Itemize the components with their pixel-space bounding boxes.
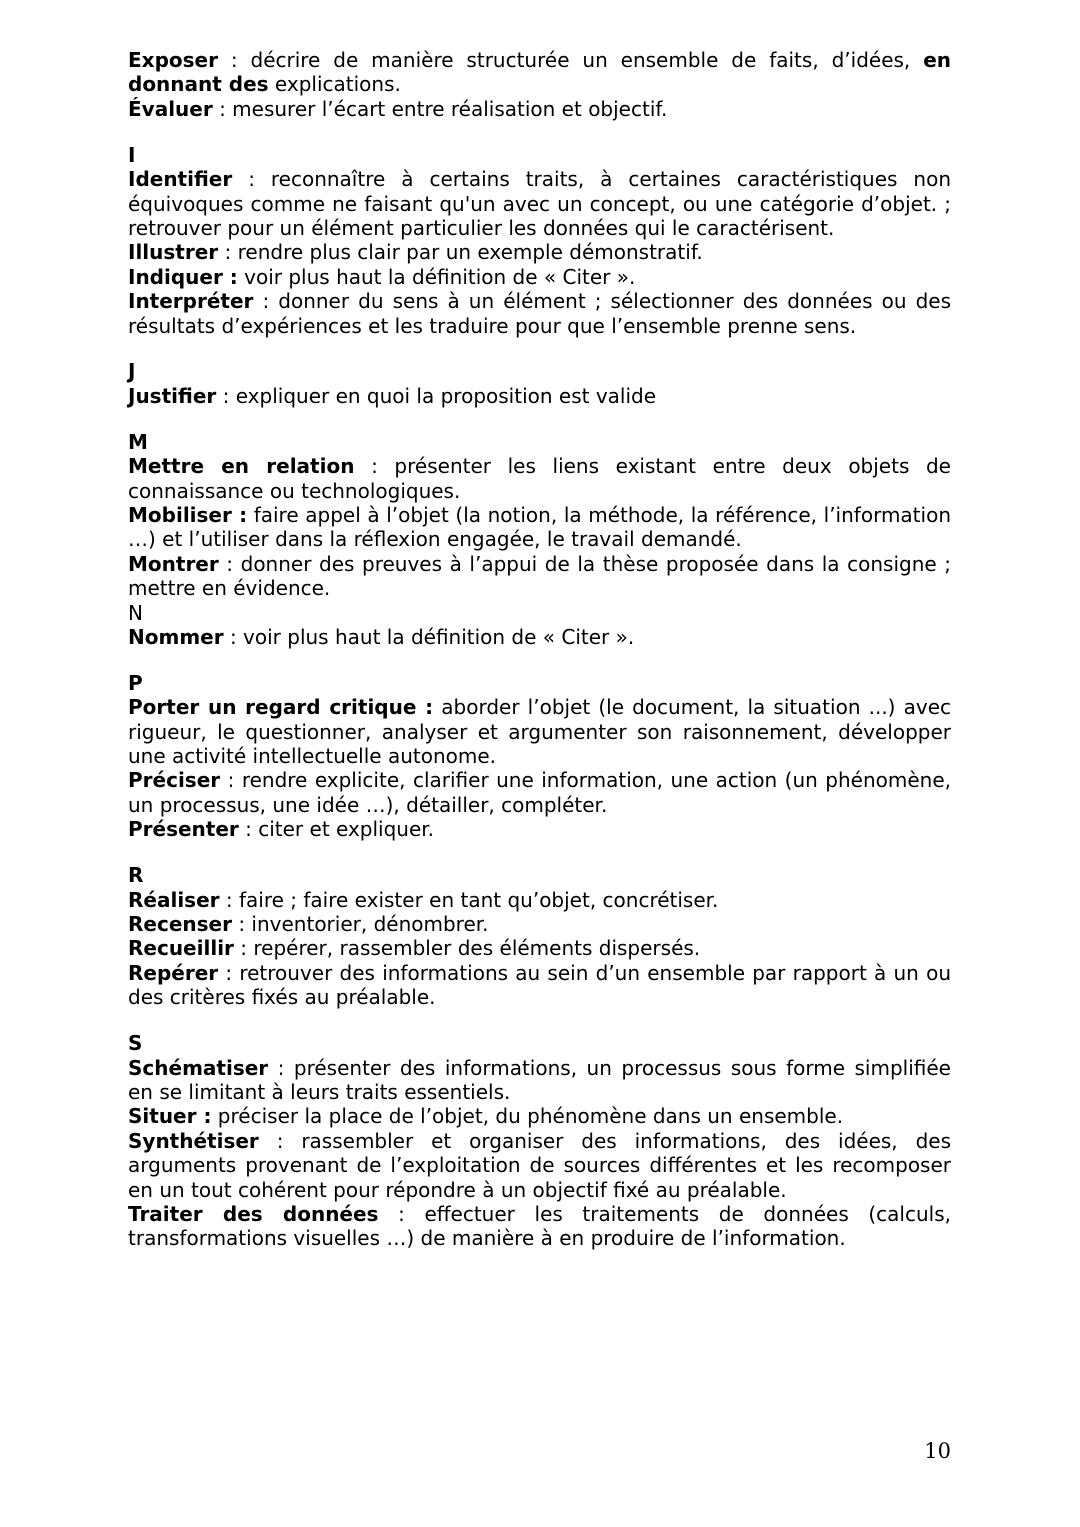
entry-term: Synthétiser — [128, 1128, 259, 1153]
entry-term: Situer : — [128, 1104, 212, 1129]
entry-term: Illustrer — [128, 240, 219, 265]
entry-definition: : effectuer les traitements de données (calculs, transformations visuelles …) de manière à en produire de l’information. — [128, 1201, 951, 1251]
entry-definition: voir plus haut la définition de « Citer ». — [237, 264, 636, 289]
glossary-section — [128, 359, 951, 408]
glossary-entry — [128, 240, 951, 264]
glossary-entry — [128, 768, 951, 817]
glossary-section — [128, 1031, 951, 1251]
glossary-entry — [128, 912, 951, 936]
entry-definition: : citer et expliquer. — [238, 817, 435, 842]
entry-term: Exposer — [128, 48, 218, 72]
section-letter: P — [128, 670, 143, 695]
entry-term: Mobiliser : — [128, 502, 248, 527]
glossary-entry — [128, 888, 951, 912]
section-letter: S — [128, 1031, 143, 1056]
entry-definition: : repérer, rassembler des éléments dispersés. — [233, 936, 701, 961]
glossary-entry — [128, 552, 951, 601]
entry-term: Mettre en relation — [128, 454, 355, 479]
entry-term: Indiquer : — [128, 264, 238, 289]
entry-term: Évaluer — [128, 96, 213, 121]
glossary-entry — [128, 1129, 951, 1202]
glossary-entry — [128, 454, 951, 503]
entry-term: Présenter — [128, 817, 239, 842]
glossary-entry — [128, 1202, 951, 1251]
glossary-section — [128, 48, 951, 121]
entry-definition: : inventorier, dénombrer. — [231, 912, 489, 936]
entry-term: Schématiser — [128, 1055, 269, 1080]
glossary-entry — [128, 384, 951, 408]
entry-definition: préciser la place de l’objet, du phénomène dans un ensemble. — [211, 1104, 844, 1129]
entry-definition: : mesurer l’écart entre réalisation et objectif. — [212, 96, 668, 121]
entry-definition: : présenter les liens existant entre deux objets de connaissance ou technologiques. — [128, 454, 951, 503]
glossary-entry — [128, 167, 951, 240]
entry-term: Interpréter — [128, 289, 254, 314]
glossary-entry — [128, 625, 951, 649]
section-letter: N — [128, 600, 143, 625]
entry-term: Nommer — [128, 624, 224, 649]
glossary-section — [128, 671, 951, 842]
entry-definition: : voir plus haut la définition de « Citer ». — [223, 624, 635, 649]
entry-definition: : expliquer en quoi la proposition est valide — [216, 383, 657, 408]
section-letter: J — [128, 359, 136, 384]
glossary-section — [128, 863, 951, 1009]
glossary-section — [128, 143, 951, 338]
glossary-entry — [128, 1104, 951, 1128]
entry-term-emphasis: en donnant des — [128, 48, 951, 97]
glossary-body — [128, 48, 951, 1251]
entry-definition-continued: explications. — [268, 72, 401, 97]
entry-definition: : rendre plus clair par un exemple démonstratif. — [218, 240, 703, 265]
glossary-entry — [128, 1056, 951, 1105]
glossary-entry — [128, 817, 951, 841]
glossary-section — [128, 430, 951, 601]
entry-term: Justifier — [128, 383, 217, 408]
entry-definition: : donner du sens à un élément ; sélectionner des données ou des résultats d’expériences et les traduire pour que l’ensemble prenne sens. — [128, 289, 951, 338]
glossary-section — [128, 601, 951, 650]
section-letter: R — [128, 863, 144, 888]
section-letter: I — [128, 142, 136, 167]
entry-term: Identifier — [128, 167, 233, 192]
entry-definition: : rendre explicite, clarifier une information, une action (un phénomène, un processus, une idée …), détailler, compléter. — [128, 768, 951, 817]
glossary-entry — [128, 503, 951, 552]
glossary-entry — [128, 936, 951, 960]
entry-definition: : faire ; faire exister en tant qu’objet, concrétiser. — [219, 887, 719, 912]
entry-definition: : reconnaître à certains traits, à certaines caractéristiques non équivoques comme ne faisant qu'un avec un concept, ou une catégorie d’objet. ; retrouver pour un élément particulier les données qui le caractérisent. — [128, 167, 951, 240]
section-letter: M — [128, 429, 148, 454]
entry-definition: : retrouver des informations au sein d’un ensemble par rapport à un ou des critères fixés au préalable. — [128, 960, 951, 1010]
glossary-entry — [128, 48, 951, 97]
entry-term: Préciser — [128, 768, 221, 793]
entry-definition: : décrire de manière structurée un ensemble de faits, d’idées, — [217, 48, 924, 72]
page-number: 10 — [924, 1439, 951, 1463]
entry-definition: : donner des preuves à l’appui de la thèse proposée dans la consigne ; mettre en évidence. — [128, 551, 951, 601]
glossary-entry — [128, 961, 951, 1010]
glossary-entry — [128, 289, 951, 338]
entry-term: Réaliser — [128, 887, 220, 912]
entry-term: Repérer — [128, 960, 219, 985]
entry-definition: aborder l’objet (le document, la situation ...) avec rigueur, le questionner, analyser et argumenter son raisonnement, développer une activité intellectuelle autonome. — [128, 695, 951, 769]
glossary-entry — [128, 97, 951, 121]
glossary-entry — [128, 265, 951, 289]
entry-term: Traiter des données — [128, 1201, 379, 1226]
entry-term: Recenser — [128, 912, 232, 936]
glossary-entry — [128, 695, 951, 768]
entry-definition: faire appel à l’objet (la notion, la méthode, la référence, l’information …) et l’utiliser dans la réflexion engagée, le travail demandé. — [128, 502, 951, 552]
entry-definition: : présenter des informations, un processus sous forme simplifiée en se limitant à leurs traits essentiels. — [128, 1055, 951, 1104]
entry-definition: : rassembler et organiser des informations, des idées, des arguments provenant de l’exploitation de sources différentes et les recomposer en un tout cohérent pour répondre à un objectif fixé au préalable. — [128, 1128, 951, 1202]
entry-term: Recueillir — [128, 936, 234, 961]
entry-term: Porter un regard critique : — [128, 695, 434, 720]
entry-term: Montrer — [128, 551, 219, 576]
